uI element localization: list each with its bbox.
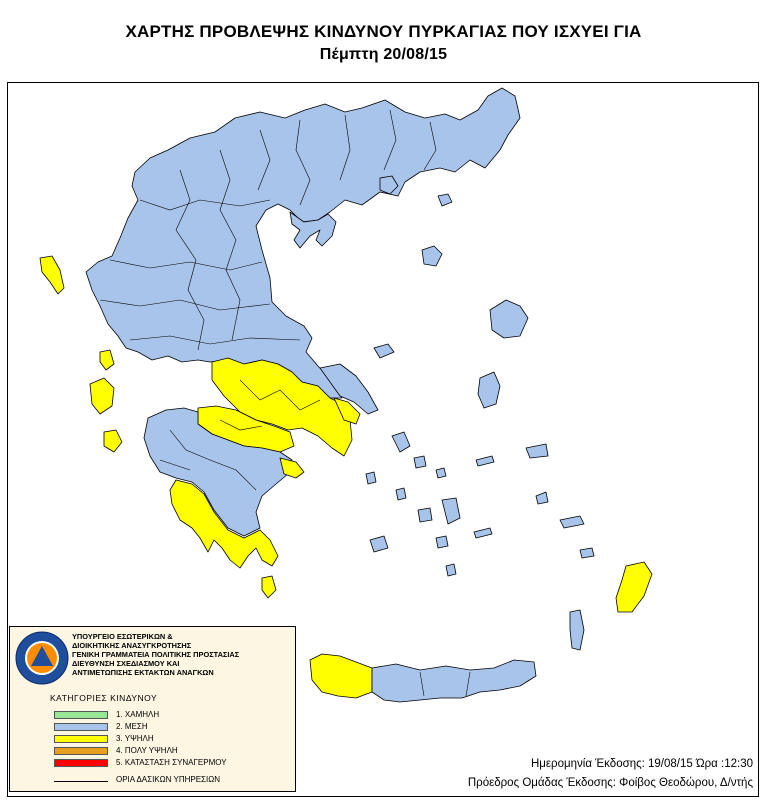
region-naxos <box>442 498 460 524</box>
region-kalymnos <box>536 492 548 504</box>
region-kea <box>366 472 376 484</box>
legend-item-border <box>54 776 284 788</box>
agency-line: ΔΙΕΥΘΥΝΣΗ ΣΧΕΔΙΑΣΜΟΥ ΚΑΙ <box>72 659 180 668</box>
legend-item-high <box>54 735 284 745</box>
legend-label-high: 3. ΥΨΗΛΗ <box>116 734 154 743</box>
swatch-high <box>54 735 108 743</box>
legend-label-alarm: 5. ΚΑΤΑΣΤΑΣΗ ΣΥΝΑΓΕΡΜΟΥ <box>116 758 227 767</box>
region-milos <box>370 536 388 552</box>
region-amorgos <box>474 528 492 538</box>
region-ikaria <box>476 456 494 466</box>
region-kefalonia <box>90 378 114 414</box>
swatch-alarm <box>54 759 108 767</box>
map-title: ΧΑΡΤΗΣ ΠΡΟΒΛΕΨΗΣ ΚΙΝΔΥΝΟΥ ΠΥΡΚΑΓΙΑΣ ΠΟΥ ΙΣΧΥΕΙ ΓΙΑ <box>125 22 642 41</box>
region-santorini <box>446 564 456 576</box>
region-ios <box>436 536 448 548</box>
agency-line: ΔΙΟΙΚΗΤΙΚΗΣ ΑΝΑΣΥΓΚΡΟΤΗΣΗΣ <box>72 641 192 650</box>
agency-line: ΓΕΝΙΚΗ ΓΡΑΜΜΑΤΕΙΑ ΠΟΛΙΤΙΚΗΣ ΠΡΟΣΤΑΣΙΑΣ <box>72 650 240 659</box>
region-samos <box>526 444 548 458</box>
legend-item-alarm <box>54 759 284 769</box>
issuing-chair: Πρόεδρος Ομάδας Έκδοσης: Φοίβος Θεοδώρου, Δ/ντής <box>467 777 753 789</box>
region-crete-east <box>372 660 536 702</box>
legend-label-low: 1. ΧΑΜΗΛΗ <box>116 710 160 719</box>
region-rhodes <box>616 562 652 612</box>
swatch-medium <box>54 723 108 731</box>
region-lefkada <box>100 350 114 370</box>
civil-protection-logo-icon <box>15 631 69 685</box>
region-corfu <box>40 256 64 294</box>
region-mykonos <box>436 468 446 478</box>
region-tinos <box>414 456 426 468</box>
region-chios <box>478 372 500 408</box>
agency-line: ΥΠΟΥΡΓΕΙΟ ΕΣΩΤΕΡΙΚΩΝ & <box>72 632 173 641</box>
region-sporades <box>374 344 394 358</box>
region-paros <box>418 508 432 522</box>
categories-title: ΚΑΤΗΓΟΡΙΕΣ ΚΙΝΔΥΝΟΥ <box>50 693 158 703</box>
legend-label-border: ΟΡΙΑ ΔΑΣΙΚΩΝ ΥΠΗΡΕΣΙΩΝ <box>116 775 220 784</box>
region-zakynthos <box>104 430 122 452</box>
region-andros <box>392 432 410 452</box>
agency-line: ΑΝΤΙΜΕΤΩΠΙΣΗΣ ΕΚΤΑΚΤΩΝ ΑΝΑΓΚΩΝ <box>72 668 214 677</box>
legend-label-very-high: 4. ΠΟΛΥ ΥΨΗΛΗ <box>116 746 178 755</box>
legend-item-very-high <box>54 747 284 757</box>
legend-item-low <box>54 711 284 721</box>
border-line-sample <box>54 781 108 782</box>
region-syros <box>396 488 406 500</box>
swatch-very-high <box>54 747 108 755</box>
region-kos <box>560 516 584 528</box>
agency-text <box>72 632 239 677</box>
region-lesvos <box>490 300 528 338</box>
region-kythira <box>262 576 276 598</box>
region-karpathos <box>570 610 584 650</box>
map-date: Πέμπτη 20/08/15 <box>319 46 448 63</box>
region-samothrace <box>438 194 452 206</box>
region-crete-west <box>310 654 372 698</box>
region-tilos <box>580 548 594 558</box>
swatch-low <box>54 711 108 719</box>
legend-label-medium: 2. ΜΕΣΗ <box>116 722 148 731</box>
legend-item-medium <box>54 723 284 733</box>
issue-date: Ημερομηνία Έκδοσης: 19/08/15 Ώρα :12:30 <box>531 758 753 770</box>
legend-panel <box>9 626 296 792</box>
region-lemnos <box>422 246 442 266</box>
